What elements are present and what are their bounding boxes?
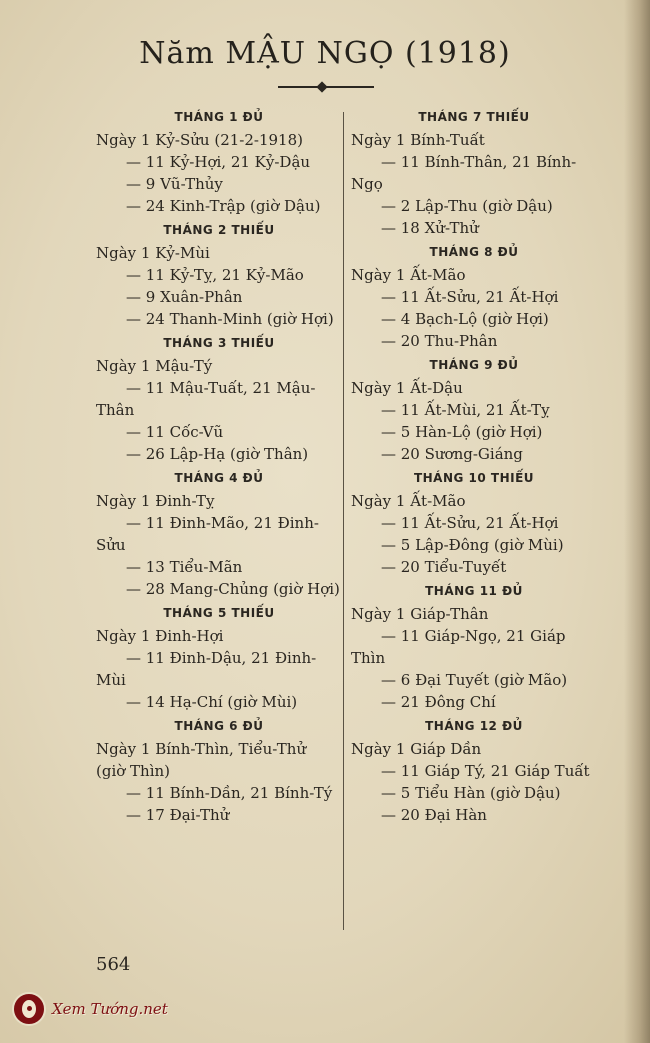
calendar-entry: — 13 Tiểu-Mãn	[126, 558, 243, 576]
calendar-entry: Thân	[96, 401, 135, 419]
calendar-entry: — 28 Mang-Chủng (giờ Hợi)	[126, 580, 340, 598]
calendar-entry: — 4 Bạch-Lộ (giờ Hợi)	[381, 310, 549, 328]
calendar-entry: — 24 Kinh-Trập (giờ Dậu)	[126, 197, 321, 215]
calendar-entry: — 11 Giáp Tý, 21 Giáp Tuất	[381, 762, 590, 780]
month-header: THÁNG 3 THIẾU	[163, 336, 275, 350]
calendar-entry: Sửu	[96, 536, 126, 554]
month-header: THÁNG 5 THIẾU	[163, 606, 275, 620]
calendar-entry: Ngày 1 Ất-Mão	[351, 266, 466, 284]
column-divider	[343, 112, 344, 930]
calendar-entry: — 5 Hàn-Lộ (giờ Hợi)	[381, 423, 543, 441]
calendar-entry: Ngày 1 Mậu-Tý	[96, 357, 213, 375]
page-title: Năm MẬU NGỌ (1918)	[139, 36, 511, 71]
calendar-entry: — 11 Bính-Dần, 21 Bính-Tý	[126, 784, 333, 802]
calendar-entry: — 5 Lập-Đông (giờ Mùi)	[381, 536, 564, 554]
logo-text: Xem Tướng.net	[52, 1000, 168, 1018]
calendar-entry: — 11 Kỷ-Tỵ, 21 Kỷ-Mão	[126, 266, 304, 284]
calendar-entry: Ngày 1 Kỷ-Mùi	[96, 244, 210, 262]
right-column	[351, 104, 597, 826]
title-ornament-rule	[278, 86, 374, 88]
calendar-entry: Ngọ	[351, 175, 383, 193]
calendar-entry: — 9 Vũ-Thủy	[126, 175, 223, 193]
calendar-entry: — 11 Ất-Mùi, 21 Ất-Tỵ	[381, 401, 550, 419]
calendar-entry: — 11 Bính-Thân, 21 Bính-	[381, 153, 577, 171]
calendar-entry: — 18 Xử-Thử	[381, 219, 479, 237]
calendar-entry: Ngày 1 Đinh-Hợi	[96, 627, 224, 645]
calendar-entry: — 20 Thu-Phân	[381, 332, 498, 350]
month-header: THÁNG 4 ĐỦ	[174, 471, 264, 485]
calendar-entry: Ngày 1 Kỷ-Sửu (21-2-1918)	[96, 131, 303, 149]
page-spine-shadow	[624, 0, 650, 1043]
calendar-entry: — 17 Đại-Thử	[126, 806, 230, 824]
page-number: 564	[96, 954, 131, 975]
month-header: THÁNG 10 THIẾU	[413, 471, 535, 485]
calendar-entry: — 20 Đại Hàn	[381, 806, 487, 824]
calendar-entry: — 11 Kỷ-Hợi, 21 Kỷ-Dậu	[126, 153, 311, 171]
calendar-entry: Ngày 1 Đinh-Tỵ	[96, 492, 215, 510]
calendar-entry: Ngày 1 Ất-Dậu	[351, 379, 463, 397]
left-column	[96, 104, 342, 826]
calendar-entry: Mùi	[96, 671, 126, 689]
calendar-entry: — 21 Đông Chí	[381, 693, 496, 711]
calendar-entry: — 11 Mậu-Tuất, 21 Mậu-	[126, 379, 316, 397]
calendar-entry: — 5 Tiểu Hàn (giờ Dậu)	[381, 784, 561, 802]
calendar-entry: — 20 Tiểu-Tuyết	[381, 558, 507, 576]
calendar-entry: Ngày 1 Ất-Mão	[351, 492, 466, 510]
calendar-entry: — 26 Lập-Hạ (giờ Thân)	[126, 445, 309, 463]
calendar-entry: — 14 Hạ-Chí (giờ Mùi)	[126, 693, 298, 711]
calendar-entry: — 9 Xuân-Phân	[126, 288, 243, 306]
month-header: THÁNG 11 ĐỦ	[425, 584, 523, 598]
calendar-entry: (giờ Thìn)	[96, 762, 171, 780]
month-header: THÁNG 6 ĐỦ	[174, 719, 264, 733]
calendar-entry: — 24 Thanh-Minh (giờ Hợi)	[126, 310, 334, 328]
month-header: THÁNG 1 ĐỦ	[174, 110, 264, 124]
calendar-entry: Ngày 1 Giáp-Thân	[351, 605, 489, 623]
month-header: THÁNG 9 ĐỦ	[429, 358, 519, 372]
month-header: THÁNG 8 ĐỦ	[429, 245, 519, 259]
calendar-entry: — 20 Sương-Giáng	[381, 445, 523, 463]
calendar-entry: — 6 Đại Tuyết (giờ Mão)	[381, 671, 568, 689]
month-header: THÁNG 2 THIẾU	[163, 223, 275, 237]
calendar-entry: Thìn	[351, 649, 386, 667]
calendar-entry: — 11 Đinh-Dậu, 21 Đinh-	[126, 649, 317, 667]
site-logo[interactable]	[12, 992, 168, 1026]
calendar-entry: Ngày 1 Giáp Dần	[351, 740, 482, 758]
month-header: THÁNG 7 THIẾU	[418, 110, 530, 124]
month-header: THÁNG 12 ĐỦ	[425, 719, 523, 733]
calendar-entry: Ngày 1 Bính-Tuất	[351, 131, 485, 149]
calendar-entry: — 11 Giáp-Ngọ, 21 Giáp	[381, 627, 566, 645]
calendar-entry: — 11 Ất-Sửu, 21 Ất-Hợi	[381, 288, 559, 306]
calendar-entry: — 11 Ất-Sửu, 21 Ất-Hợi	[381, 514, 559, 532]
calendar-entry: — 11 Cốc-Vũ	[126, 423, 224, 441]
calendar-entry: — 2 Lập-Thu (giờ Dậu)	[381, 197, 553, 215]
calendar-entry: Ngày 1 Bính-Thìn, Tiểu-Thử	[96, 740, 307, 758]
yin-yang-icon	[12, 992, 46, 1026]
calendar-entry: — 11 Đinh-Mão, 21 Đinh-	[126, 514, 319, 532]
